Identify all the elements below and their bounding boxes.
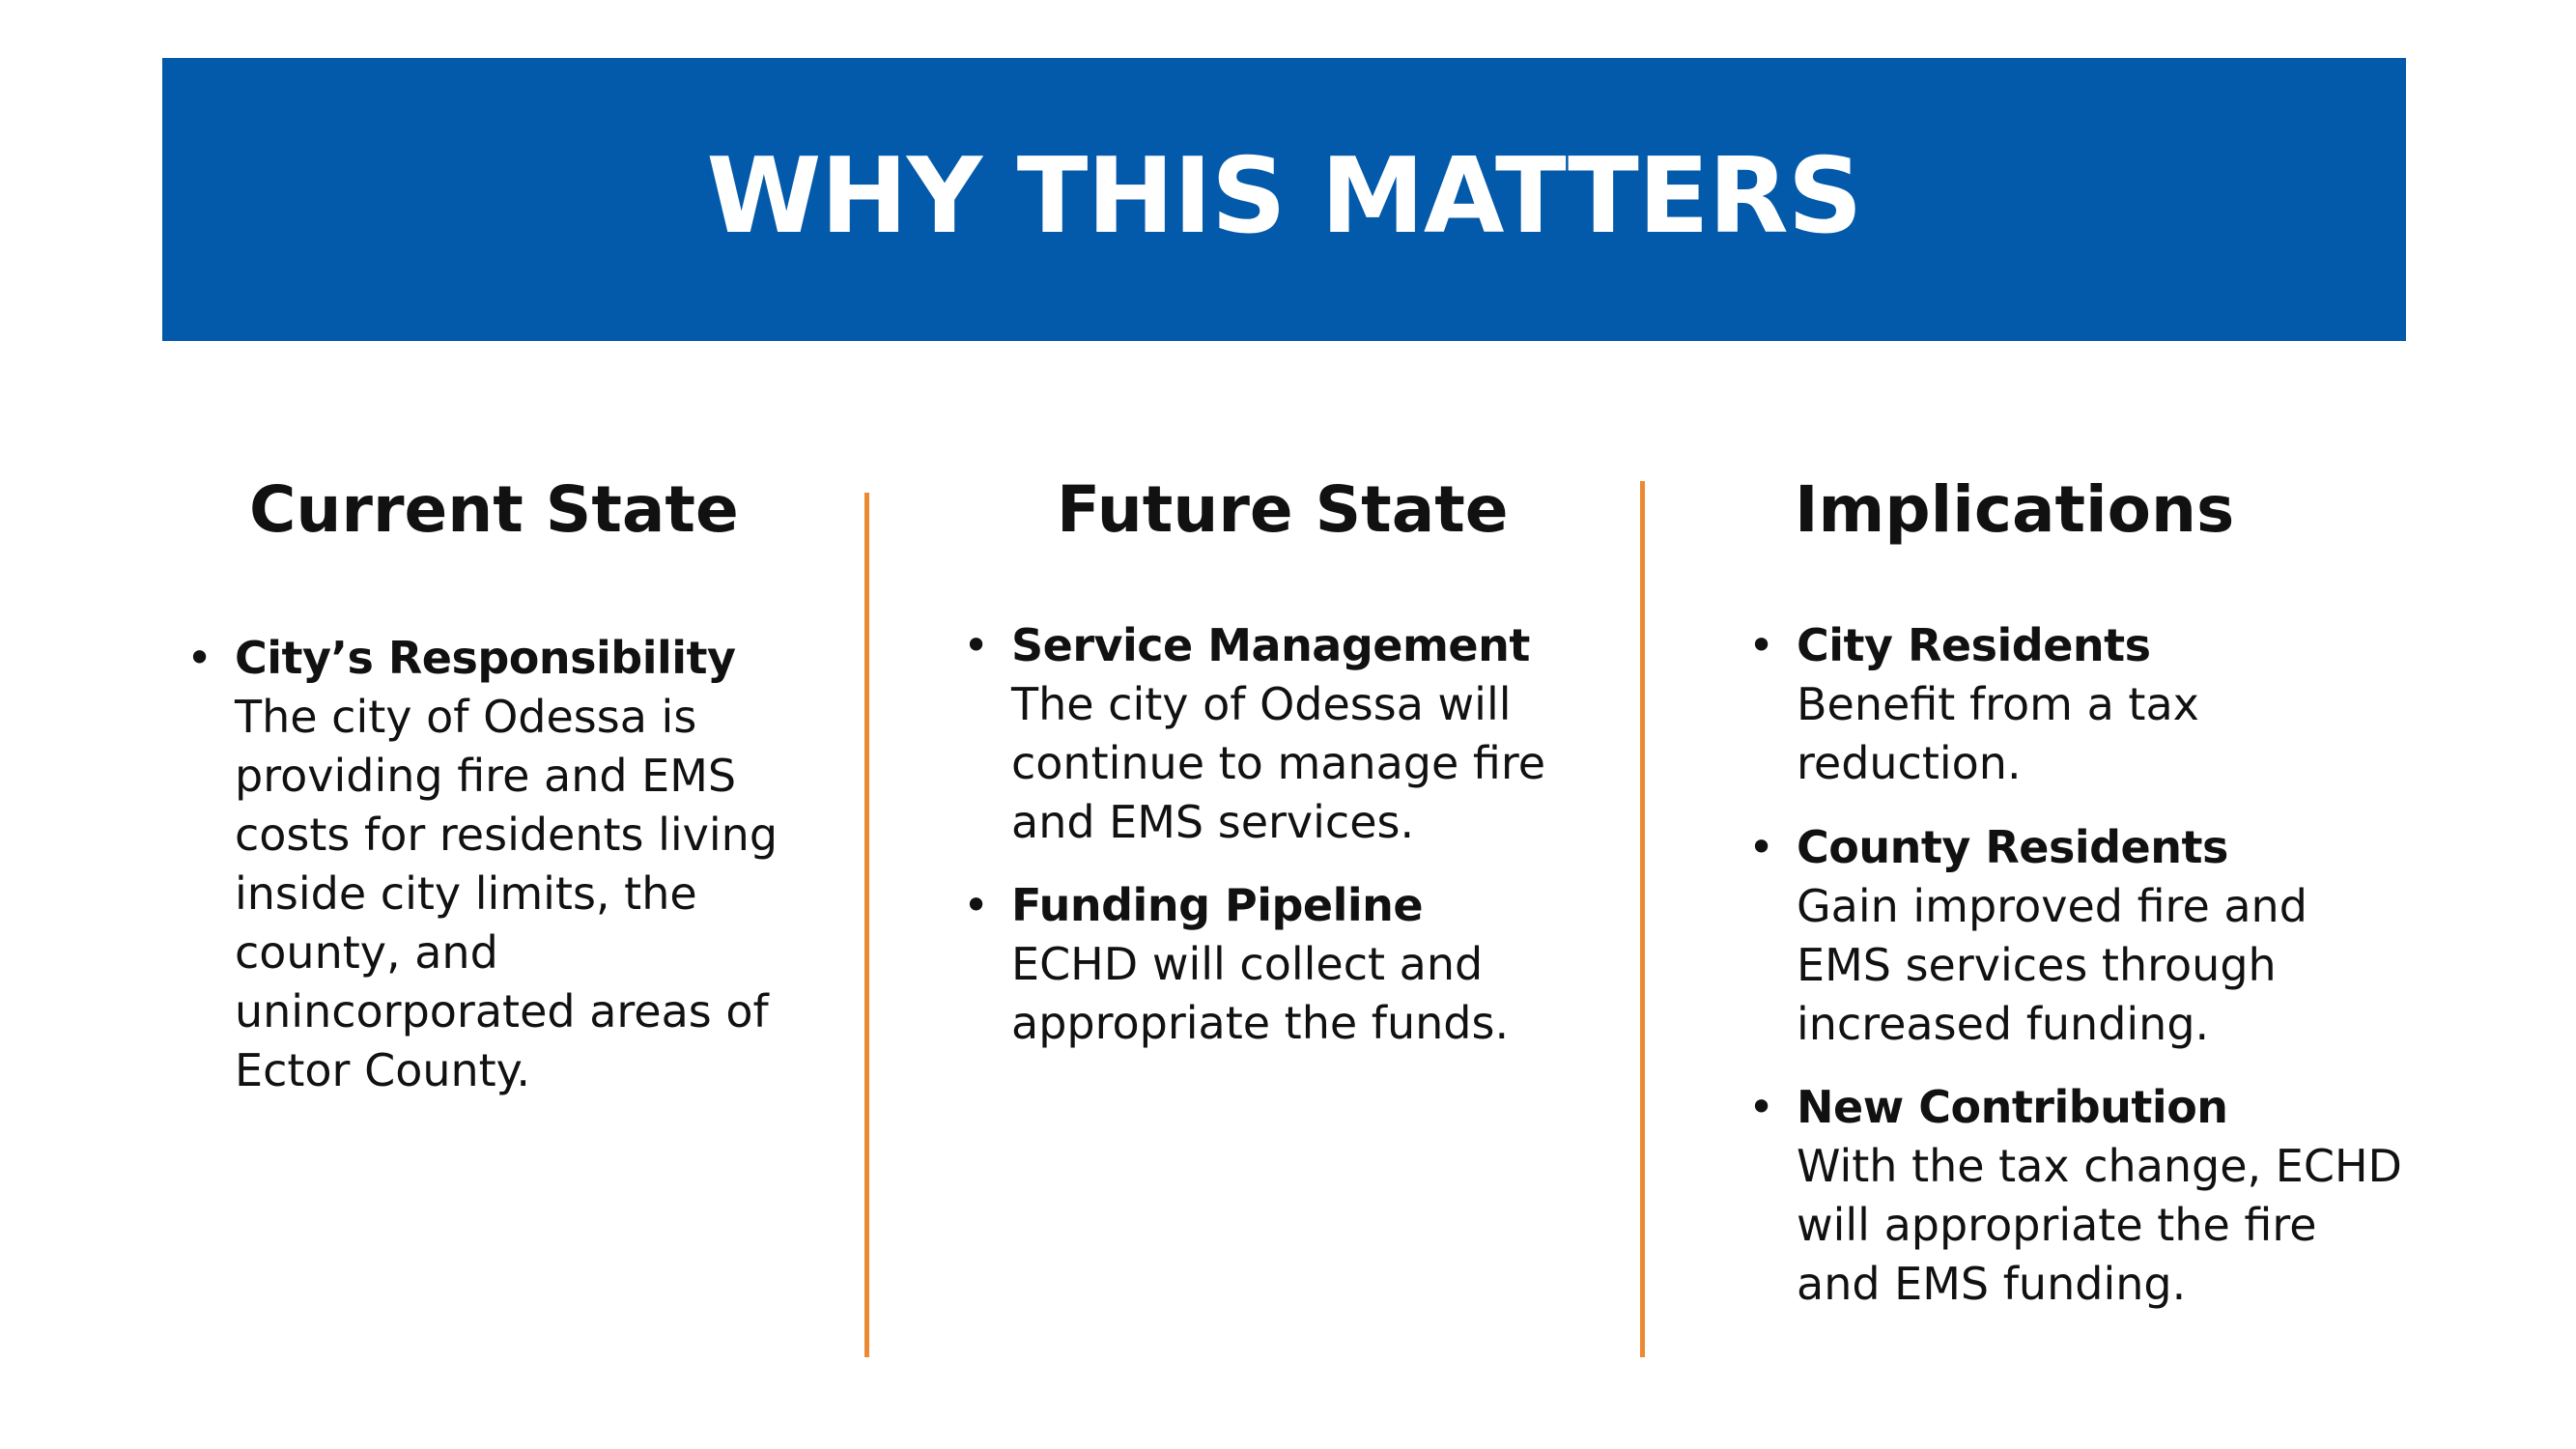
item-body: The city of Odessa is providing fire and EMS costs for residents living inside city limits, the county, and unincorporated areas of Ector County. xyxy=(235,691,778,1096)
bullet-glyph: • xyxy=(1748,1081,1775,1133)
list-item-citys-responsibility xyxy=(186,629,834,1100)
column-heading-future-state: Future State xyxy=(1057,472,1509,547)
item-title: City’s Responsibility xyxy=(235,632,736,684)
item-title: County Residents xyxy=(1797,821,2228,873)
item-body: Gain improved fire and EMS services through increased funding. xyxy=(1797,880,2307,1050)
item-body: ECHD will collect and appropriate the funds. xyxy=(1011,938,1510,1049)
list-item-funding-pipeline xyxy=(963,876,1610,1053)
bullet-glyph: • xyxy=(963,879,990,931)
item-title: Funding Pipeline xyxy=(1011,879,1424,931)
bullet-glyph: • xyxy=(1748,619,1775,671)
title-banner xyxy=(162,58,2406,341)
item-body: With the tax change, ECHD will appropriate the fire and EMS funding. xyxy=(1797,1140,2402,1310)
list-item-service-management xyxy=(963,616,1610,852)
column-divider-left xyxy=(864,493,869,1357)
page-title: WHY THIS MATTERS xyxy=(706,135,1862,257)
item-title: New Contribution xyxy=(1797,1081,2228,1133)
item-body: Benefit from a tax reduction. xyxy=(1797,678,2199,789)
column-divider-right xyxy=(1640,481,1645,1357)
item-body: The city of Odessa will continue to manage fire and EMS services. xyxy=(1011,678,1546,848)
item-title: Service Management xyxy=(1011,619,1530,671)
column-heading-current-state: Current State xyxy=(249,472,739,547)
list-item-county-residents xyxy=(1748,818,2415,1054)
bullet-glyph: • xyxy=(1748,821,1775,873)
item-title: City Residents xyxy=(1797,619,2151,671)
bullet-glyph: • xyxy=(963,619,990,671)
column-heading-implications: Implications xyxy=(1795,472,2235,547)
list-item-city-residents xyxy=(1748,616,2415,793)
list-item-new-contribution xyxy=(1748,1078,2415,1314)
bullet-glyph: • xyxy=(186,632,213,684)
